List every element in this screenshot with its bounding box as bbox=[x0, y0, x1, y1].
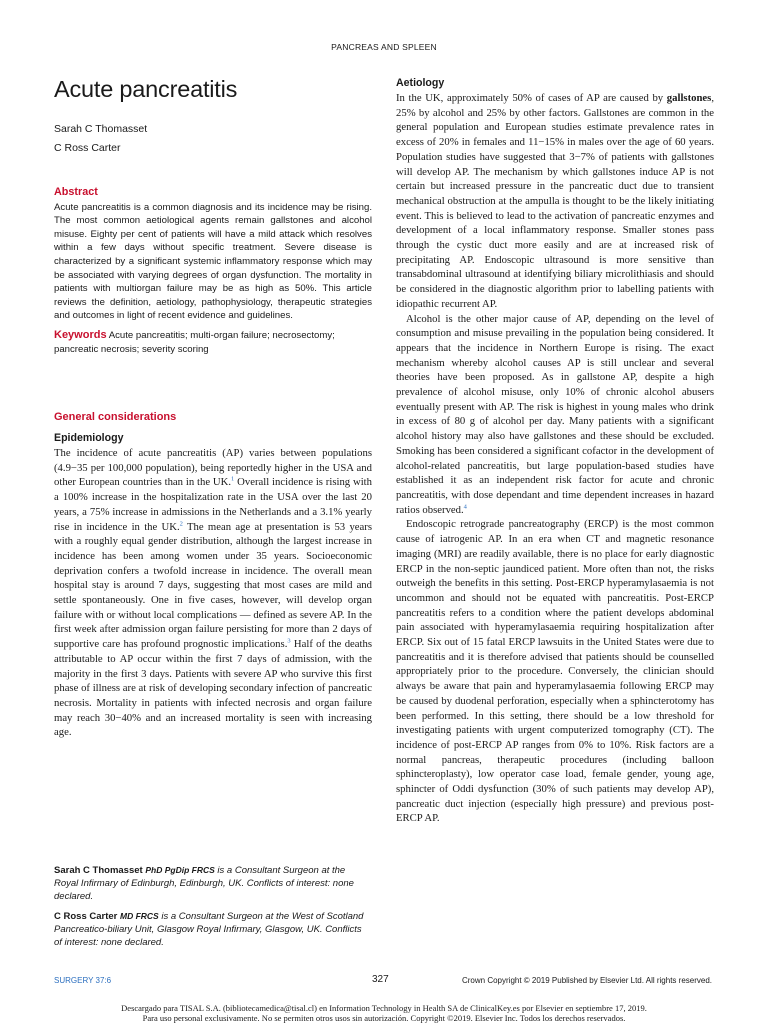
author-name: C Ross Carter bbox=[54, 142, 121, 154]
aetiology-paragraph-2 bbox=[396, 312, 714, 518]
page-number: 327 bbox=[372, 974, 389, 985]
footnote-text: is a Consultant Surgeon at the Royal Infirmary of Edinburgh, Edinburgh, UK. Conflicts of interest: none declared. bbox=[54, 865, 354, 902]
epidemiology-text: The incidence of acute pancreatitis (AP) varies between populations (4.9−35 per 100,000 population), being reportedly higher in the USA and other European countries than in the UK. bbox=[54, 447, 372, 489]
download-notice bbox=[0, 1003, 768, 1023]
footer-copyright: Crown Copyright © 2019 Published by Elsevier Ltd. All rights reserved. bbox=[461, 976, 712, 985]
general-considerations-heading: General considerations bbox=[54, 411, 177, 423]
abstract-text: Acute pancreatitis is a common diagnosis and its incidence may be rising. The most common aetiological agents remain gallstones and alcohol misuse. Eighty per cent of patients will have a mild attack which resolves within a few days without specific treatment. Severe disease is characterized by a significant systemic inflammatory response which may be associated with varying degrees of organ dysfunction. The mortality in patients with multiorgan failure may be as high as 50%. This article reviews the definition, aetiology, pathophysiology, therapeutic strategies and outcomes in light of recent evidence and guidelines. bbox=[54, 201, 372, 322]
author-name: Sarah C Thomasset bbox=[54, 123, 148, 135]
aetiology-text: , 25% by alcohol and 25% by other factors. Gallstones are common in the general population and European studies estimate prevalence rates in excess of 20% in females and 11−15% in males over the age of 60 years. Population studies have suggested that 3−7% of patients with gallstones will develop AP. The mechanism by which gallstones induce AP is not certain but increased pressure in the pancreatic duct due to transient mechanical obstruction at the ampulla is thought to be the likely initiating event. This is believed to lead to the activation of pancreatic enzymes and development of a local inflammatory response. Smaller stones pass through the cystic duct more easily and are at increased risk of precipitating AP. Endoscopic ultrasound is more sensitive than transabdominal ultrasound at identifying biliary microlithiasis and should be considered in the diagnostic algorithm prior to labelling patients with idiopathic recurrent AP. bbox=[396, 92, 714, 310]
footnote-author-name: C Ross Carter bbox=[54, 911, 118, 923]
aetiology-text: Alcohol is the other major cause of AP, depending on the level of consumption and misuse prevailing in the population being considered. It appears that the incidence in Northern Europe is rising. The exact mechanism whereby alcohol causes AP is still unclear and several theories have been proposed. As in gallstone AP, despite a high prevalence of alcohol misuse, only 10% of chronic alcohol abusers eventually present with AP. The risk is highest in young males who drink in excess of 80 g of alcohol per day. Many patients with a significant alcohol history may also have gallstones and these should be excluded. Smoking has been considered a significant cofactor in the development of alcohol-related pancreatitis, but large population-based studies have established it as an independent risk factor for acute and chronic pancreatitis, with dose dependant and time dependent increases in hazard ratios observed. bbox=[396, 312, 714, 516]
reference-link[interactable]: 4 bbox=[463, 503, 467, 511]
aetiology-text: In the UK, approximately 50% of cases of AP are caused by bbox=[396, 92, 667, 104]
footer-journal: SURGERY 37:6 bbox=[54, 976, 112, 985]
right-column bbox=[396, 77, 714, 826]
author-footnote bbox=[54, 864, 372, 903]
keywords-line bbox=[54, 329, 372, 356]
epidemiology-heading: Epidemiology bbox=[54, 432, 124, 444]
download-notice-line: Descargado para TISAL S.A. (bibliotecamedica@tisal.cl) en Information Technology in Health SA de ClinicalKey.es por Elsevier en septiembre 17, 2019. bbox=[121, 1003, 647, 1013]
article-title: Acute pancreatitis bbox=[54, 76, 238, 102]
download-notice-line: Para uso personal exclusivamente. No se permiten otros usos sin autorización. Copyright ©2019. Elsevier Inc. Todos los derechos reservados. bbox=[142, 1013, 626, 1023]
section-header: PANCREAS AND SPLEEN bbox=[331, 42, 437, 52]
abstract-heading: Abstract bbox=[54, 186, 98, 198]
aetiology-paragraph-3: Endoscopic retrograde pancreatography (ERCP) is the most common cause of iatrogenic AP. In an era when CT and magnetic resonance imaging (MRI) are readily available, there is no place for early diagnostic ERCP in the non-septic jaundiced patient. More often than not, the risks outweigh the benefits in this setting. Post-ERCP hyperamylasaemia is not uncommon and should not be equated with pancreatitis. Post-ERCP pancreatitis refers to a condition where the patient develops abdominal pain associated with hyperamylasaemia requiring hospitalization after ERCP. Six out of 15 fatal ERCP lawsuits in the United States were due to pancreatitis and it is therefore advised that patients should be counselled appropriately prior to the procedure. Conversely, the clinician should always be aware that pain and hyperamylasaemia following ERCP may be caused by duodenal perforation, especially when a sphincterotomy has been performed. In this setting, there should be a low threshold for investigating patients with urgent computerized tomography (CT). The incidence of post-ERCP AP ranges from 0% to 10%. Risk factors are a normal pancreas, therapeutic procedures (including balloon sphincteroplasty), low operator case load, female gender, young age, sphincter of Oddi dysfunction (30% of such patients may develop AP), pancreatic duct injection (especially high pressure) and previous post-ERCP AP. bbox=[396, 518, 714, 825]
epidemiology-text: Half of the deaths attributable to AP occur within the first 7 days of admission, with the majority in the first 3 days. Patients with severe AP who survive this first phase of illness are at risk of developing secondary infection of pancreatic necrosis. Mortality in patients with infected necrosis and organ failure may reach 30−40% and an increased mortality is seen with increasing age. bbox=[54, 638, 372, 739]
keywords-heading: Keywords bbox=[54, 328, 107, 341]
aetiology-heading: Aetiology bbox=[396, 77, 445, 89]
aetiology-bold-term: gallstones bbox=[666, 92, 712, 104]
reference-link[interactable]: 1 bbox=[231, 475, 235, 483]
reference-link[interactable]: 3 bbox=[287, 637, 291, 645]
epidemiology-text: Overall incidence is rising with a 100% increase in the hospitalization rate in the USA over the last 20 years, a 75% increase in admissions in the Netherlands and a 3.1% yearly rise in incidence in the UK. bbox=[54, 476, 372, 533]
author-footnotes bbox=[54, 864, 372, 957]
author-footnote bbox=[54, 910, 372, 949]
reference-link[interactable]: 2 bbox=[179, 519, 183, 527]
footnote-qualifications: MD FRCS bbox=[120, 911, 159, 922]
abstract-section bbox=[54, 186, 372, 356]
keywords-text: Acute pancreatitis; multi-organ failure; necrosectomy; pancreatic necrosis; severity scoring bbox=[54, 329, 335, 355]
footnote-text: is a Consultant Surgeon at the West of Scotland Pancreatico-biliary Unit, Glasgow Royal Infirmary, Glasgow, UK. Conflicts of interest: none declared. bbox=[54, 911, 364, 948]
epidemiology-paragraph bbox=[54, 446, 372, 740]
epidemiology-text: The mean age at presentation is 53 years with a roughly equal gender distribution, although the largest increase in incidence has been among women under 35 years. Socioeconomic deprivation confers a twofold increase in incidence. The overall mean hospital stay is around 7 days, suggesting that most cases are mild and settle spontaneously. One in five cases, however, will develop organ failure with or without local complications — defined as severe AP. In the first week after admission organ failure persisting for more than 2 days of supportive care has profound prognostic implications. bbox=[54, 520, 372, 651]
footnote-qualifications: PhD PgDip FRCS bbox=[145, 865, 215, 875]
footnote-author-name: Sarah C Thomasset bbox=[54, 865, 143, 876]
left-column bbox=[54, 432, 372, 740]
aetiology-paragraph-1 bbox=[396, 91, 714, 312]
